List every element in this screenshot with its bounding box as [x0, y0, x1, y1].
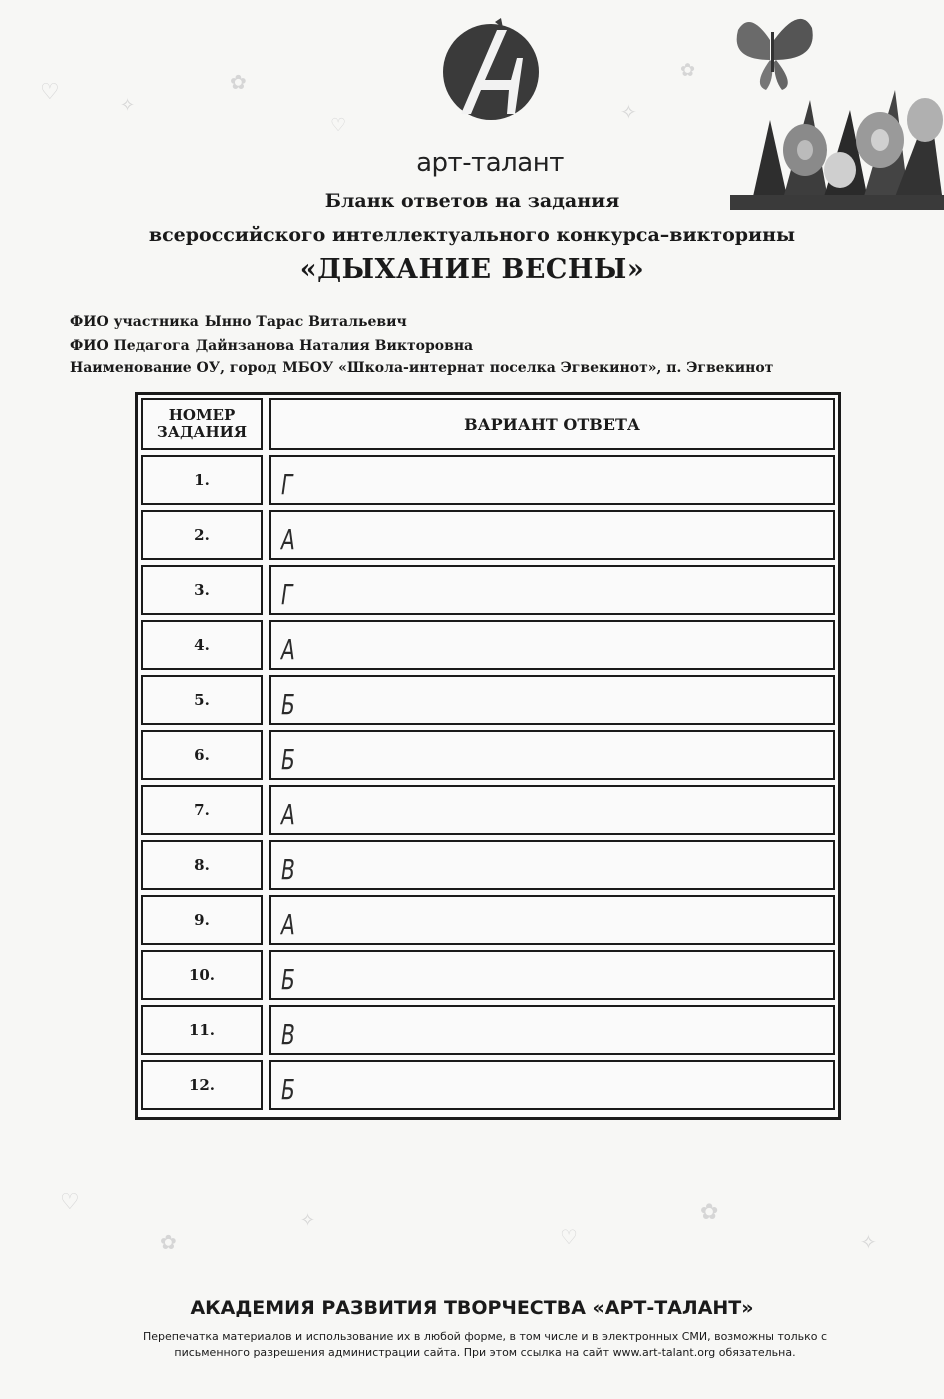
handwritten-answer: Б — [281, 1073, 295, 1106]
doodle-star-icon: ✧ — [300, 1210, 316, 1231]
task-number: 11. — [141, 1005, 263, 1055]
form-title: Бланк ответов на задания — [324, 190, 620, 212]
task-number: 9. — [141, 895, 263, 945]
answer-cell[interactable] — [269, 950, 835, 1000]
brand-name: арт-талант — [416, 148, 564, 178]
school-info — [70, 360, 773, 376]
handwritten-answer: А — [281, 798, 295, 831]
header-answer: ВАРИАНТ ОТВЕТА — [269, 398, 835, 450]
handwritten-answer: В — [281, 853, 295, 886]
contest-name: «ДЫХАНИЕ ВЕСНЫ» — [299, 254, 645, 285]
doodle-star-icon: ✧ — [860, 1230, 877, 1254]
school-label: Наименование ОУ, город — [70, 360, 277, 376]
task-number: 2. — [141, 510, 263, 560]
doodle-flower-icon: ✿ — [230, 70, 247, 94]
answer-cell[interactable] — [269, 840, 835, 890]
art-talant-logo-icon — [437, 18, 545, 142]
answer-cell[interactable] — [269, 620, 835, 670]
task-number: 3. — [141, 565, 263, 615]
handwritten-answer: В — [281, 1018, 295, 1051]
doodle-flower-icon: ✿ — [160, 1230, 177, 1254]
doodle-flower-icon: ✿ — [700, 1200, 719, 1225]
table-row — [141, 840, 835, 890]
doodle-heart-icon: ♡ — [60, 1190, 80, 1215]
participant-label: ФИО участника — [70, 314, 199, 330]
header-num-line1: НОМЕР — [168, 406, 236, 424]
table-row — [141, 510, 835, 560]
handwritten-answer: А — [281, 633, 295, 666]
footer-note-line1: Перепечатка материалов и использование их в любой форме, в том числе и в электронных СМИ, возможны только с — [142, 1330, 828, 1343]
handwritten-answer: Б — [281, 688, 295, 721]
answer-table — [135, 392, 841, 1120]
task-number: 12. — [141, 1060, 263, 1110]
answer-cell[interactable] — [269, 675, 835, 725]
answer-cell[interactable] — [269, 895, 835, 945]
handwritten-answer: А — [281, 523, 295, 556]
table-row — [141, 950, 835, 1000]
doodle-heart-icon: ♡ — [40, 80, 60, 105]
table-row — [141, 455, 835, 505]
task-number: 8. — [141, 840, 263, 890]
doodle-heart-icon: ♡ — [560, 1225, 578, 1249]
table-row — [141, 895, 835, 945]
answer-cell[interactable] — [269, 1005, 835, 1055]
teacher-info — [70, 338, 473, 354]
teacher-value: Дайнзанова Наталия Викторовна — [195, 338, 474, 354]
participant-value: Ынно Тарас Витальевич — [204, 314, 407, 330]
teacher-label: ФИО Педагога — [70, 338, 190, 354]
school-value: МБОУ «Школа-интернат поселка Эгвекинот», п. Эгвекинот — [282, 360, 774, 376]
form-subtitle: всероссийского интеллектуального конкурса–викторины — [148, 224, 796, 246]
handwritten-answer: Б — [281, 743, 295, 776]
table-row — [141, 565, 835, 615]
table-row — [141, 730, 835, 780]
header-task-number — [141, 398, 263, 450]
handwritten-answer: А — [281, 908, 295, 941]
doodle-heart-icon: ♡ — [330, 115, 347, 136]
answer-cell[interactable] — [269, 730, 835, 780]
header-num-line2: ЗАДАНИЯ — [156, 423, 248, 441]
footer-note-line2: письменного разрешения администрации сайта. При этом ссылка на сайт www.art-talant.org обязательна. — [174, 1346, 796, 1359]
answer-cell[interactable] — [269, 785, 835, 835]
task-number: 10. — [141, 950, 263, 1000]
task-number: 6. — [141, 730, 263, 780]
footer-note — [90, 1329, 880, 1361]
answer-cell[interactable] — [269, 510, 835, 560]
doodle-star-icon: ✧ — [120, 95, 136, 116]
task-number: 5. — [141, 675, 263, 725]
table-header — [141, 398, 835, 450]
task-number: 4. — [141, 620, 263, 670]
participant-info — [70, 314, 407, 330]
table-row — [141, 620, 835, 670]
answer-cell[interactable] — [269, 1060, 835, 1110]
footer-title: АКАДЕМИЯ РАЗВИТИЯ ТВОРЧЕСТВА «АРТ-ТАЛАНТ» — [190, 1297, 754, 1319]
table-row — [141, 1060, 835, 1110]
table-row — [141, 1005, 835, 1055]
handwritten-answer: Б — [281, 963, 295, 996]
handwritten-answer: Г — [281, 578, 293, 611]
task-number: 7. — [141, 785, 263, 835]
handwritten-answer: Г — [281, 468, 293, 501]
table-row — [141, 785, 835, 835]
doodle-flower-icon: ✿ — [680, 60, 696, 81]
spring-flowers-butterfly-icon — [730, 10, 944, 210]
answer-cell[interactable] — [269, 455, 835, 505]
task-number: 1. — [141, 455, 263, 505]
table-row — [141, 675, 835, 725]
doodle-star-icon: ✧ — [620, 100, 637, 124]
answer-cell[interactable] — [269, 565, 835, 615]
